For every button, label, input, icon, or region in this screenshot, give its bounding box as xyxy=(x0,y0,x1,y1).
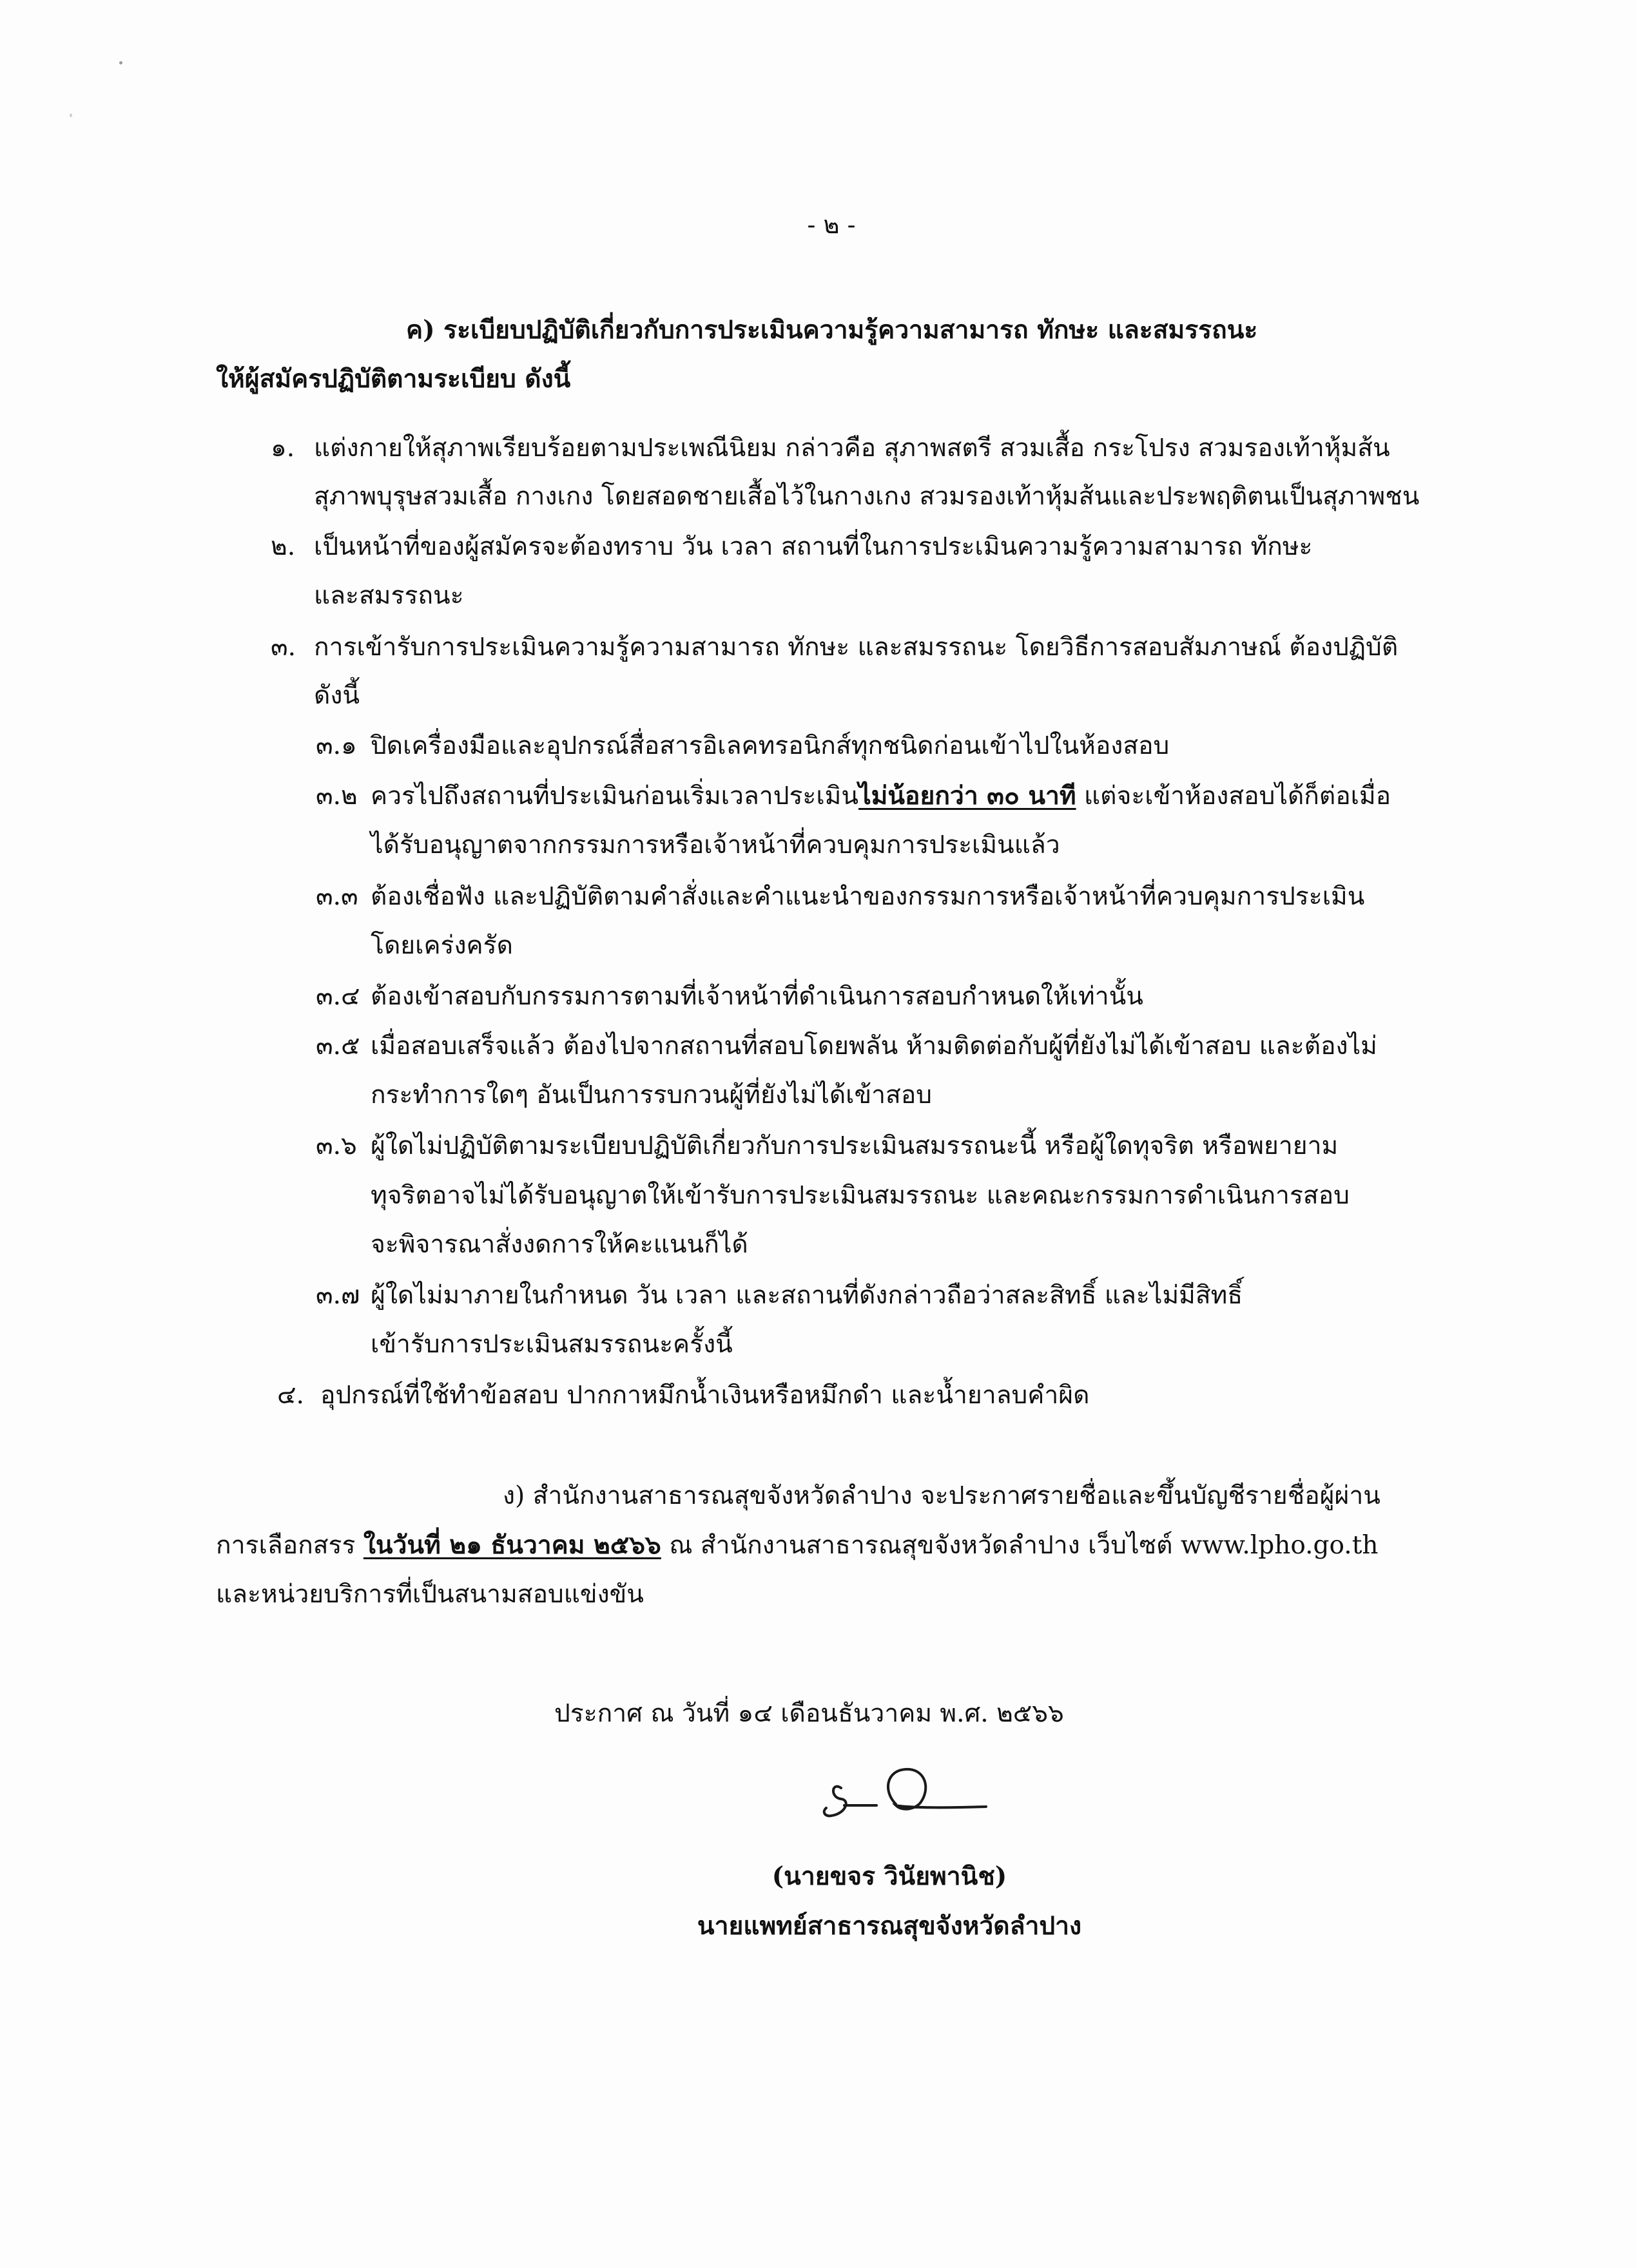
subitem-number: ๓.๒ xyxy=(316,782,358,811)
section-d-text-part: การเลือกสรร xyxy=(216,1531,363,1560)
subitem-text: ผู้ใดไม่มาภายในกำหนด วัน เวลา และสถานที่ดังกล่าวถือว่าสละสิทธิ์ และไม่มีสิทธิ์ xyxy=(371,1281,1243,1310)
subitem-number: ๓.๗ xyxy=(316,1281,360,1310)
item-text: เป็นหน้าที่ของผู้สมัครจะต้องทราบ วัน เวลา สถานที่ในการประเมินความรู้ความสามารถ ทักษะ xyxy=(314,532,1313,561)
section-d-text-part: ณ สำนักงานสาธารณสุขจังหวัดลำปาง เว็บไซต์ www.lpho.go.th xyxy=(661,1531,1379,1560)
item-text: ดังนี้ xyxy=(314,681,360,710)
subitem-text: ทุจริตอาจไม่ได้รับอนุญาตให้เข้ารับการประเมินสมรรถนะ และคณะกรรมการดำเนินการสอบ xyxy=(371,1181,1350,1210)
item-text: แต่งกายให้สุภาพเรียบร้อยตามประเพณีนิยม กล่าวคือ สุภาพสตรี สวมเสื้อ กระโปรง สวมรองเท้าหุ้มส้น xyxy=(314,434,1390,463)
subitem-text: ต้องเชื่อฟัง และปฏิบัติตามคำสั่งและคำแนะนำของกรรมการหรือเจ้าหน้าที่ควบคุมการประเมิน xyxy=(371,882,1365,911)
emphasis-text: ในวันที่ ๒๑ ธันวาคม ๒๕๖๖ xyxy=(363,1530,661,1560)
emphasis-text: ไม่น้อยกว่า ๓๐ นาที xyxy=(858,781,1076,811)
section-d-text xyxy=(216,1530,1379,1560)
subitem-text: ผู้ใดไม่ปฏิบัติตามระเบียบปฏิบัติเกี่ยวกับการประเมินสมรรถนะนี้ หรือผู้ใดทุจริต หรือพยายาม xyxy=(371,1131,1339,1160)
item-number: ๒. xyxy=(271,532,296,561)
item-number: ๔. xyxy=(277,1381,304,1410)
subitem-number: ๓.๓ xyxy=(316,882,358,911)
item-text: การเข้ารับการประเมินความรู้ความสามารถ ทักษะ และสมรรถนะ โดยวิธีการสอบสัมภาษณ์ ต้องปฏิบัติ xyxy=(314,633,1399,662)
item-number: ๑. xyxy=(271,434,295,463)
subitem-text-part: แต่จะเข้าห้องสอบได้ก็ต่อเมื่อ xyxy=(1076,782,1391,811)
section-c-heading: ค) ระเบียบปฏิบัติเกี่ยวกับการประเมินความรู้ความสามารถ ทักษะ และสมรรถนะ xyxy=(406,315,1258,345)
item-number: ๓. xyxy=(271,633,296,662)
section-c-heading-cont: ให้ผู้สมัครปฏิบัติตามระเบียบ ดังนี้ xyxy=(216,364,571,394)
scan-speck xyxy=(70,113,72,117)
subitem-text: จะพิจารณาสั่งงดการให้คะแนนก็ได้ xyxy=(371,1230,748,1259)
signer-position: นายแพทย์สาธารณสุขจังหวัดลำปาง xyxy=(697,1911,1082,1941)
signer-name: (นายขจร วินัยพานิช) xyxy=(771,1861,1007,1891)
subitem-text: ต้องเข้าสอบกับกรรมการตามที่เจ้าหน้าที่ดำเนินการสอบกำหนดให้เท่านั้น xyxy=(371,982,1143,1011)
item-text: และสมรรถนะ xyxy=(314,581,464,610)
page-number: - ๒ - xyxy=(807,211,856,239)
subitem-number: ๓.๖ xyxy=(316,1131,357,1160)
item-text: สุภาพบุรุษสวมเสื้อ กางเกง โดยสอดชายเสื้อไว้ในกางเกง สวมรองเท้าหุ้มส้นและประพฤติตนเป็นสุภาพชน xyxy=(314,482,1420,511)
subitem-text: เมื่อสอบเสร็จแล้ว ต้องไปจากสถานที่สอบโดยพลัน ห้ามติดต่อกับผู้ที่ยังไม่ได้เข้าสอบ และต้องไม่ xyxy=(371,1032,1377,1061)
subitem-text: กระทำการใดๆ อันเป็นการรบกวนผู้ที่ยังไม่ได้เข้าสอบ xyxy=(371,1081,933,1110)
subitem-number: ๓.๕ xyxy=(316,1032,360,1061)
subitem-text xyxy=(371,783,1391,809)
subitem-text: ได้รับอนุญาตจากกรรมการหรือเจ้าหน้าที่ควบคุมการประเมินแล้ว xyxy=(371,831,1060,860)
signature-image xyxy=(806,1753,999,1830)
scan-speck xyxy=(119,61,122,64)
subitem-number: ๓.๔ xyxy=(316,982,360,1011)
item-text: อุปกรณ์ที่ใช้ทำข้อสอบ ปากกาหมึกน้ำเงินหรือหมึกดำ และน้ำยาลบคำผิด xyxy=(320,1381,1090,1410)
subitem-text: เข้ารับการประเมินสมรรถนะครั้งนี้ xyxy=(371,1330,733,1359)
subitem-number: ๓.๑ xyxy=(316,731,357,760)
announcement-date: ประกาศ ณ วันที่ ๑๔ เดือนธันวาคม พ.ศ. ๒๕๖๖ xyxy=(554,1699,1064,1728)
section-d-text: ง) สำนักงานสาธารณสุขจังหวัดลำปาง จะประกาศรายชื่อและขึ้นบัญชีรายชื่อผู้ผ่าน xyxy=(503,1481,1380,1510)
subitem-text: ปิดเครื่องมือและอุปกรณ์สื่อสารอิเลคทรอนิกส์ทุกชนิดก่อนเข้าไปในห้องสอบ xyxy=(371,731,1170,760)
subitem-text: โดยเคร่งครัด xyxy=(371,931,513,960)
section-d-text: และหน่วยบริการที่เป็นสนามสอบแข่งขัน xyxy=(216,1580,644,1609)
subitem-text-part: ควรไปถึงสถานที่ประเมินก่อนเริ่มเวลาประเมิน xyxy=(371,782,859,811)
